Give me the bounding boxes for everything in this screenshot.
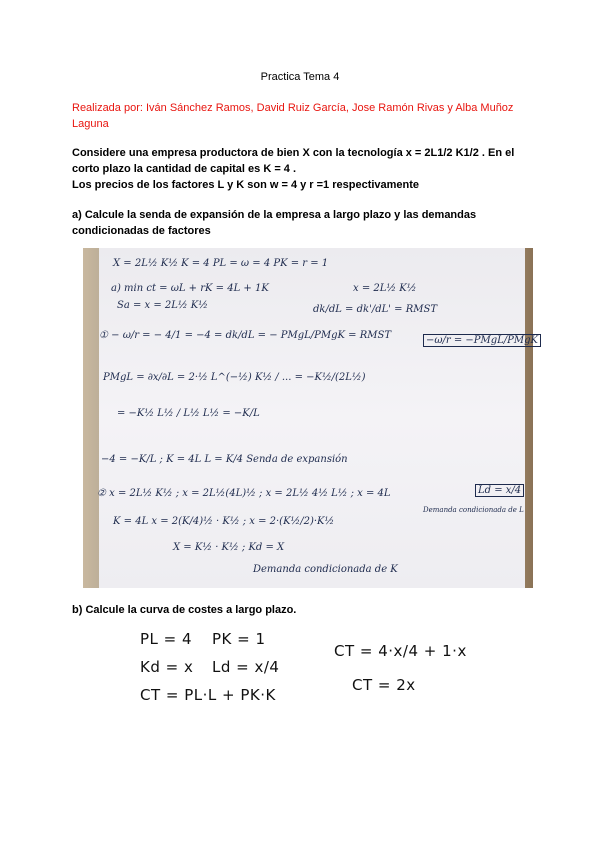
hw-line-3: Sa = x = 2L½ K½	[117, 300, 208, 311]
handwritten-solution-photo	[83, 248, 539, 588]
hw-kd: Kd = x	[140, 658, 194, 676]
question-a: a) Calcule la senda de expansión de la empresa a largo plazo y las demandas condicionadas de factores	[72, 209, 477, 237]
statement-line-3: Los precios de los factores L y K son w = 4 y r =1 respectivamente	[72, 179, 420, 191]
hw-line-6: = −K½ L½ / L½ L½ = −K/L	[117, 408, 260, 419]
hw-line-7: −4 = −K/L ; K = 4L L = K/4 Senda de expansión	[101, 454, 348, 465]
hw-line-2b: x = 2L½ K½	[353, 283, 417, 294]
hw-line-9: K = 4L x = 2(K/4)½ · K½ ; x = 2·(K½/2)·K½	[113, 516, 335, 527]
hw-line-2: a) min ct = ωL + rK = 4L + 1K	[111, 283, 269, 294]
hw-ct-formula: CT = PL·L + PK·K	[140, 686, 276, 704]
hw-line-1: X = 2L½ K½ K = 4 PL = ω = 4 PK = r = 1	[113, 258, 329, 269]
hw-line-4: ① − ω/r = − 4/1 = −4 = dk/dL = − PMgL/PMgK = RMST	[99, 330, 392, 341]
statement-line-2: corto plazo la cantidad de capital es K = 4 .	[72, 163, 297, 175]
hw-line-11: Demanda condicionada de K	[253, 564, 398, 575]
authors-line: Realizada por: Iván Sánchez Ramos, David Ruiz García, Jose Ramón Rivas y Alba Muñoz Laguna	[72, 102, 514, 130]
hw-ct-substitution: CT = 4·x/4 + 1·x	[334, 642, 467, 660]
hw-line-8-note: Demanda condicionada de L	[423, 506, 524, 514]
hw-line-3b: dk/dL = dk'/dL' = RMST	[313, 304, 438, 315]
hw-pl: PL = 4	[140, 630, 193, 648]
hw-line-8: ② x = 2L½ K½ ; x = 2L½(4L)½ ; x = 2L½ 4½ L½ ; x = 4L	[97, 488, 391, 499]
statement-line-1: Considere una empresa productora de bien X con la tecnología x = 2L1/2 K1/2 . En el	[72, 147, 515, 159]
problem-statement	[72, 145, 542, 193]
page-title: Practica Tema 4	[260, 71, 340, 83]
hw-ld: Ld = x/4	[212, 658, 280, 676]
hw-line-10: X = K½ · K½ ; Kd = X	[173, 542, 285, 553]
hw-pk: PK = 1	[212, 630, 266, 648]
hw-line-8-box: Ld = x/4	[475, 484, 524, 497]
hw-ct-result: CT = 2x	[352, 676, 416, 694]
hw-line-4-box: −ω/r = −PMgL/PMgK	[423, 334, 541, 347]
question-b: b) Calcule la curva de costes a largo plazo.	[72, 604, 297, 616]
hw-line-5: PMgL = ∂x/∂L = 2·½ L^(−½) K½ / ... = −K½/(2L½)	[103, 372, 366, 383]
